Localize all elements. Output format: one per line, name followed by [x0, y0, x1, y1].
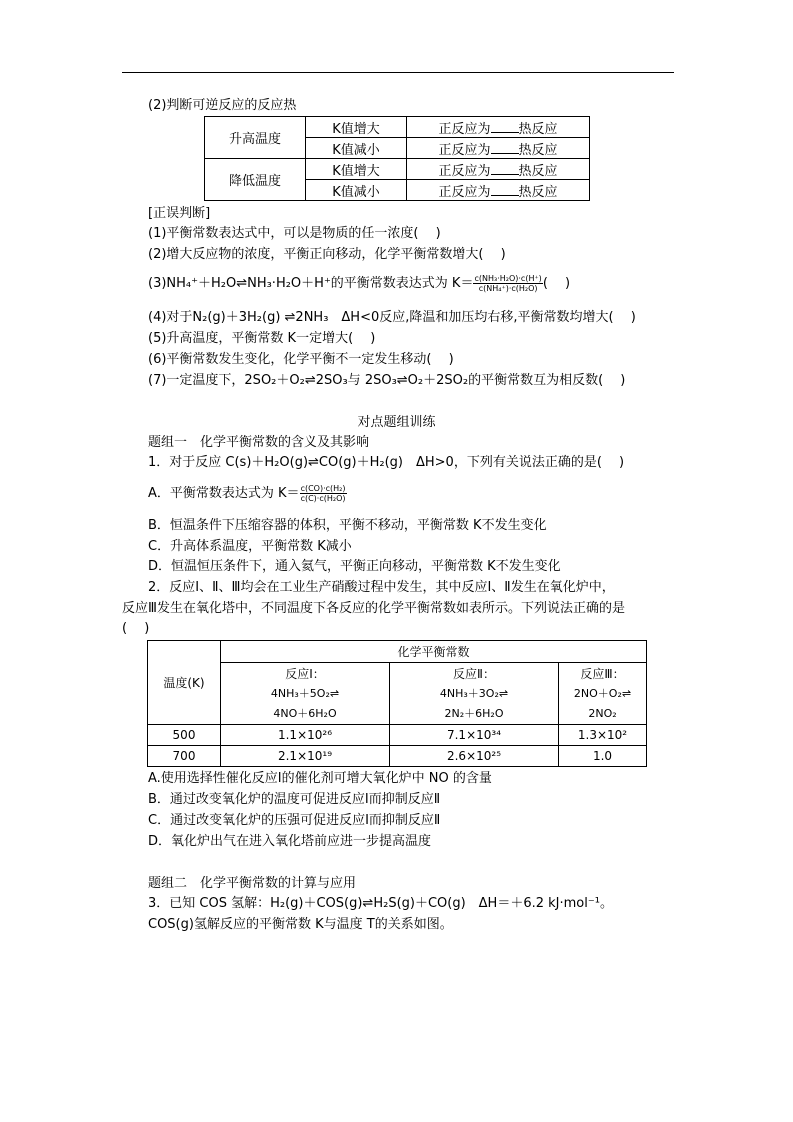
k-value-cell: 2.6×10²⁵ [390, 746, 559, 767]
judgement-item-1: (1)平衡常数表达式中，可以是物质的任一浓度( ) [148, 226, 441, 241]
table-row [148, 746, 647, 767]
q1-option-b: B．恒温条件下压缩容器的体积，平衡不移动，平衡常数 K不发生变化 [148, 518, 547, 533]
q2-stem-line-3: ( ) [122, 621, 150, 636]
constant-header: 化学平衡常数 [221, 641, 647, 663]
judgement-item-7: (7)一定温度下，2SO₂＋O₂⇌2SO₃与 2SO₃⇌O₂＋2SO₂的平衡常数互为相反数( ) [148, 373, 626, 388]
reaction-3-header: 反应Ⅲ： 2NO＋O₂⇌ 2NO₂ [559, 663, 647, 725]
judgement-item-5: (5)升高温度，平衡常数 K一定增大( ) [148, 331, 376, 346]
reaction-type-cell: 正反应为 热反应 [407, 180, 590, 201]
group2-heading: 题组二 化学平衡常数的计算与应用 [148, 876, 357, 891]
section-heading: (2)判断可逆反应的反应热 [148, 98, 297, 113]
temperature-cell: 500 [148, 725, 221, 746]
k-change-cell: K值增大 [306, 159, 407, 180]
judgement-item-3: (3)NH₄⁺＋H₂O⇌NH₃·H₂O＋H⁺的平衡常数表达式为 K＝ $\frac{\text{c(NH₃·H₂O)·c(H⁺)}}{\text{c(NH₄⁺)·c(H₂O)}}$ ( ) [148, 274, 571, 293]
reaction-type-cell: 正反应为 热反应 [407, 117, 590, 138]
q1-option-a: A．平衡常数表达式为 K＝ $\frac{\text{c(CO)·c(H₂)}}{\text{c(C)·c(H₂O)}}$ [148, 484, 346, 503]
reaction-type-cell: 正反应为 热反应 [407, 159, 590, 180]
k-value-cell: 2.1×10¹⁹ [221, 746, 390, 767]
training-title: 对点题组训练 [357, 415, 436, 430]
reaction-2-header: 反应Ⅱ： 4NH₃＋3O₂⇌ 2N₂＋6H₂O [390, 663, 559, 725]
q2-option-c: C．通过改变氧化炉的压强可促进反应Ⅰ而抑制反应Ⅱ [148, 813, 441, 828]
header-rule [122, 72, 674, 73]
equilibrium-constant-table [147, 640, 647, 767]
k-value-cell: 1.1×10²⁶ [221, 725, 390, 746]
q1-stem: 1．对于反应 C(s)＋H₂O(g)⇌CO(g)＋H₂(g) ΔH>0，下列有关说法正确的是( ) [148, 455, 625, 470]
k-value-cell: 1.3×10² [559, 725, 647, 746]
k-change-cell: K值增大 [306, 117, 407, 138]
table-row [148, 725, 647, 746]
condition-cell: 升高温度 [205, 117, 306, 159]
q3-line-1: 3．已知 COS 氢解：H₂(g)＋COS(g)⇌H₂S(g)＋CO(g) ΔH＝＋6.2 kJ·mol⁻¹。 [148, 896, 613, 911]
heat-judgement-table [204, 116, 590, 201]
k-change-cell: K值减小 [306, 138, 407, 159]
q3-line-2: COS(g)氢解反应的平衡常数 K与温度 T的关系如图。 [148, 917, 453, 932]
k-change-cell: K值减小 [306, 180, 407, 201]
q1-option-d: D．恒温恒压条件下，通入氦气，平衡正向移动，平衡常数 K不发生变化 [148, 559, 561, 574]
temperature-cell: 700 [148, 746, 221, 767]
judgement-item-2: (2)增大反应物的浓度，平衡正向移动，化学平衡常数增大( ) [148, 247, 506, 262]
judgement-item-4: (4)对于N₂(g)＋3H₂(g) ⇌2NH₃ ΔH<0反应,降温和加压均右移,平衡常数均增大( ) [148, 310, 636, 325]
judgement-title: [正误判断] [148, 206, 211, 221]
q1-fraction: $\frac{\text{c(CO)·c(H₂)}}{\text{c(C)·c(H₂O)}}$ [300, 484, 346, 503]
k-value-cell: 7.1×10³⁴ [390, 725, 559, 746]
reaction-1-header: 反应Ⅰ： 4NH₃＋5O₂⇌ 4NO＋6H₂O [221, 663, 390, 725]
q1-option-c: C．升高体系温度，平衡常数 K减小 [148, 539, 352, 554]
condition-cell: 降低温度 [205, 159, 306, 201]
temperature-header: 温度(K) [148, 641, 221, 725]
q2-stem-line-1: 2．反应Ⅰ、Ⅱ、Ⅲ均会在工业生产硝酸过程中发生，其中反应Ⅰ、Ⅱ发生在氧化炉中， [148, 580, 615, 595]
k-value-cell: 1.0 [559, 746, 647, 767]
q2-option-b: B．通过改变氧化炉的温度可促进反应Ⅰ而抑制反应Ⅱ [148, 792, 441, 807]
q2-option-a: A.使用选择性催化反应Ⅰ的催化剂可增大氧化炉中 NO 的含量 [148, 771, 492, 786]
q2-stem-line-2: 反应Ⅲ发生在氧化塔中，不同温度下各反应的化学平衡常数如表所示。下列说法正确的是 [122, 601, 625, 616]
judgement-item-6: (6)平衡常数发生变化，化学平衡不一定发生移动( ) [148, 352, 454, 367]
group1-heading: 题组一 化学平衡常数的含义及其影响 [148, 435, 370, 450]
equilibrium-fraction: $\frac{\text{c(NH₃·H₂O)·c(H⁺)}}{\text{c(NH₄⁺)·c(H₂O)}}$ [474, 274, 542, 293]
reaction-type-cell: 正反应为 热反应 [407, 138, 590, 159]
q2-option-d: D．氧化炉出气在进入氧化塔前应进一步提高温度 [148, 834, 432, 849]
